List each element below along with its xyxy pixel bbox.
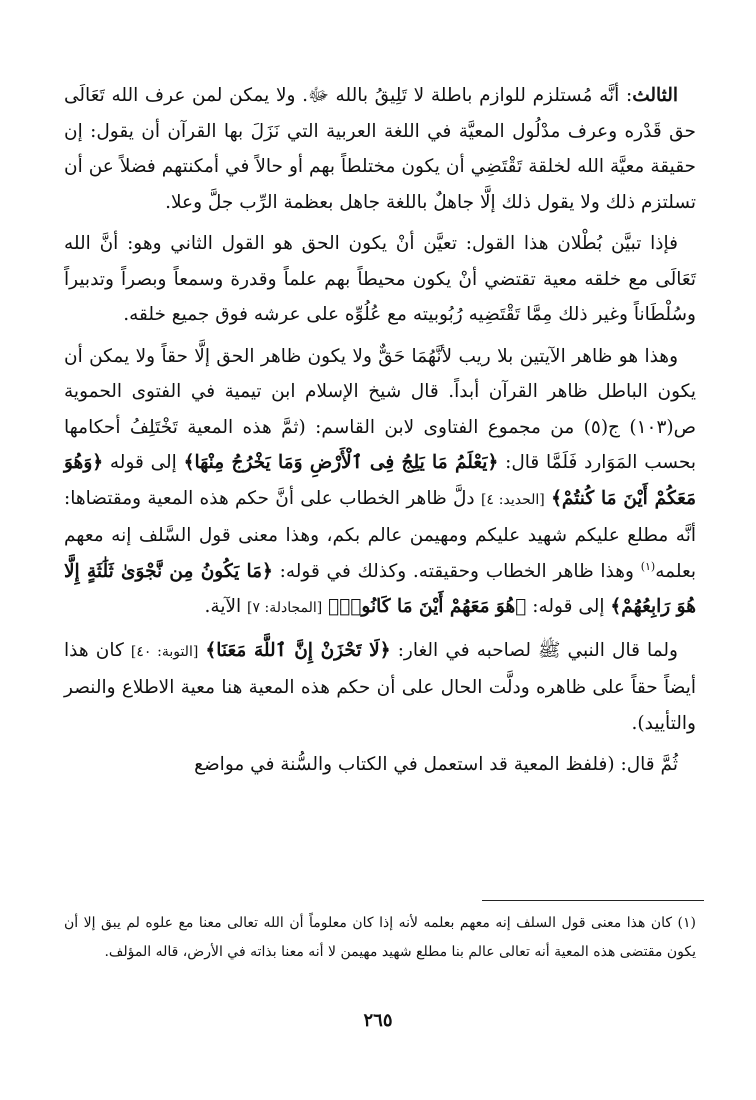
paragraph-3-between2: إلى قوله: <box>532 596 605 617</box>
quran-reference-1: [الحديد: ٤] <box>480 491 545 508</box>
paragraph-2-text: فإذا تبيَّن بُطْلان هذا القول: تعيَّن أنْ يكون الحق هو القول الثاني وهو: أنَّ الله تَعَالَى مع خلقه معية تقتضي أنْ يكون محيطاً بهم علماً وقدرة وسمعاً وبصراً وتدبيراً وسُلْطَاناً وغير ذلك مِمَّا تَقْتَضِيه رُبُوبيته مع عُلُوِّه على عرشه فوق جميع خلقه. <box>64 233 696 325</box>
quran-verse-2: ﴿وَهُوَ مَعَكُمْ أَيْنَ مَا كُنتُمْ﴾ <box>64 452 696 509</box>
paragraph-5 <box>64 747 696 783</box>
paragraph-3-part3: وهذا ظاهر الخطاب وحقيقته. وكذلك في قوله: <box>279 560 634 582</box>
paragraph-3-part2: دلَّ ظاهر الخطاب على أنَّ حكم هذه المعية ومقتضاها: أنَّه مطلع عليكم شهيد عليكم ومهيمن عالم بكم، وهذا معنى قول السَّلف إنه معهم بعلمه <box>64 487 697 582</box>
paragraph-4-part1: ولما قال النبي ﷺ لصاحبه في الغار: <box>397 639 678 661</box>
footnote: (١) كان هذا معنى قول السلف إنه معهم بعلمه لأنه إذا كان معلوماً أن الله تعالى معنا مع علوه لم يبق إلا أن يكون مقتضى هذه المعية أنه تعالى عالم بنا مطلع شهيد مهيمن لا أنه معنا بذاته في الأرض، قاله المؤلف. <box>64 915 696 960</box>
paragraph-4-part2: كان هذا أيضاً حقاً على ظاهره ودلَّت الحال على أن حكم هذه المعية هنا معية الاطلاع والنصر والتأييد). <box>64 639 696 734</box>
quran-verse-4: ﴿هُوَ مَعَهُمْ أَيْنَ مَا كَانُوا۟﴾ <box>328 596 527 617</box>
quran-verse-1: ﴿يَعْلَمُ مَا يَلِجُ فِى ٱلْأَرْضِ وَمَا يَخْرُجُ مِنْهَا﴾ <box>183 452 499 473</box>
paragraph-5-text: ثُمَّ قال: (فلفظ المعية قد استعمل في الكتاب والسُّنة في مواضع <box>194 754 678 775</box>
footnote-divider <box>482 900 704 901</box>
quran-reference-2: [المجادلة: ٧] <box>247 600 323 616</box>
main-text <box>64 78 696 789</box>
paragraph-3-between1: إلى قوله <box>109 452 177 473</box>
paragraph-3-tail: الآية. <box>204 596 242 617</box>
quran-verse-5: ﴿لَا تَحْزَنْ إِنَّ ٱللَّهَ مَعَنَا﴾ <box>205 639 391 661</box>
quran-verse-3: ﴿مَا يَكُونُ مِن نَّجْوَىٰ ثَلَٰثَةٍ إِلَّا هُوَ رَابِعُهُمْ﴾ <box>64 560 696 617</box>
paragraph-1 <box>64 78 696 220</box>
footnote-marker: (١) <box>640 559 656 573</box>
paragraph-4 <box>64 633 696 742</box>
page-number: ٢٦٥ <box>363 1010 393 1031</box>
paragraph-3-part1: وهذا هو ظاهر الآيتين بلا ريب لأنَّهُمَا حَقٌّ ولا يكون ظاهر الحق إلَّا حقاً ولا يمكن أن يكون الباطل ظاهر القرآن أبداً. قال شيخ الإسلام ابن تيمية في الفتوى الحموية ص(١٠٣) ج(٥) من مجموع الفتاوى لابن القاسم: (ثمَّ هذه المعية تَخْتَلِفُ أحكامها بحسب المَوَارد فَلَمَّا قال: <box>64 345 696 473</box>
paragraph-2 <box>64 226 696 333</box>
paragraph-1-lead: الثالث <box>632 85 678 106</box>
paragraph-3 <box>64 339 696 627</box>
paragraph-1-text: : أنَّه مُستلزم للوازم باطلة لا تَلِيقُ بالله ﷻ. ولا يمكن لمن عرف الله تَعَالَى حق قَدْره وعرف مدْلُول المعيَّة في اللغة العربية التي نَزَلَ بها القرآن أن يقول: إن حقيقة معيَّة الله لخلقة تَقْتَضِي أن يكون مختلطاً بهم أو حالاً في أمكنتهم فضلاً عن أن تسلتزم ذلك ولا يقول ذلك إلَّا جاهلٌ باللغة جاهل بعظمة الرِّب جلَّ وعلا. <box>64 85 696 213</box>
quran-reference-3: [التوبة: ٤٠] <box>130 643 199 660</box>
